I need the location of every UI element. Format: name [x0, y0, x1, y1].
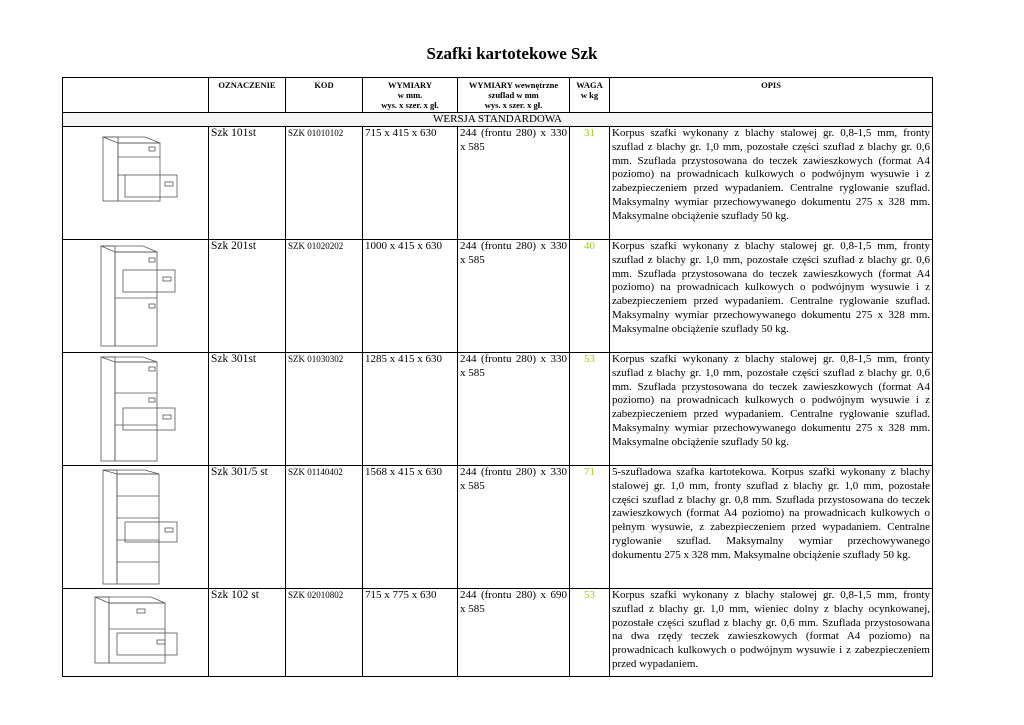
page-title: Szafki kartotekowe Szk — [426, 44, 598, 63]
row-weight: 53 — [570, 353, 610, 466]
cabinet-2-drawer-image — [65, 240, 211, 352]
row-name: Szk 102 st — [209, 589, 286, 677]
header-opis: OPIS — [610, 78, 933, 113]
row-name: Szk 301st — [209, 353, 286, 466]
header-oznaczenie: OZNACZENIE — [209, 78, 286, 113]
table-row — [63, 240, 933, 353]
row-desc: Korpus szafki wykonany z blachy stalowej gr. 0,8-1,5 mm, fronty szuflad z blachy gr. 1,0 mm, pozostałe części szuflad z blachy gr. 0,6 mm. Szuflada przystosowana do teczek zawieszkowych (format A4 poziomo) na prowadnicach kulkowych o podwójnym wysuwie i z zabezpieczeniem przed wypadaniem. Centralne ryglowanie szuflad. Maksymalny wymiar przechowywanego dokumentu 275 x 328 mm. Maksymalne obciążenie szuflady 50 kg. — [610, 240, 933, 353]
cabinet-image-cell — [63, 466, 209, 589]
header-wymiary-wewnetrzne: WYMIARY wewnętrzne szuflad w mm wys. x szer. x gł. — [458, 78, 570, 113]
row-code: SZK 01020202 — [286, 240, 363, 353]
row-code: SZK 02010802 — [286, 589, 363, 677]
header-wymiary: WYMIARY w mm. wys. x szer. x gł. — [363, 78, 458, 113]
row-name: Szk 301/5 st — [209, 466, 286, 589]
table-row — [63, 127, 933, 240]
row-dims: 1000 x 415 x 630 — [363, 240, 458, 353]
header-kod: KOD — [286, 78, 363, 113]
row-code: SZK 01010102 — [286, 127, 363, 240]
row-desc: Korpus szafki wykonany z blachy stalowej gr. 0,8-1,5 mm, fronty szuflad z blachy gr. 1,0 mm, wieniec dolny z blachy ocynkowanej, pozostałe części szuflad z blachy gr. 0,6 mm. Szuflada przystosowana na dwa rzędy teczek zawieszkowych (format A4 poziomo) na prowadnicach kulkowych o podwójnym wysuwie i z zabezpieczeniem przed wypadaniem. — [610, 589, 933, 677]
row-weight: 40 — [570, 240, 610, 353]
row-inner-dims: 244 (frontu 280) x 330 x 585 — [458, 127, 570, 240]
row-inner-dims: 244 (frontu 280) x 330 x 585 — [458, 240, 570, 353]
header-image-column — [63, 78, 209, 113]
row-dims: 715 x 775 x 630 — [363, 589, 458, 677]
row-inner-dims: 244 (frontu 280) x 330 x 585 — [458, 466, 570, 589]
cabinet-5-drawer-image — [65, 466, 211, 588]
row-desc: Korpus szafki wykonany z blachy stalowej gr. 0,8-1,5 mm, fronty szuflad z blachy gr. 1,0 mm, pozostałe części szuflad z blachy gr. 0,6 mm. Szuflada przystosowana do teczek zawieszkowych (format A4 poziomo) na prowadnicach kulkowych o podwójnym wysuwie i z zabezpieczeniem przed wypadaniem. Centralne ryglowanie szuflad. Maksymalny wymiar przechowywanego dokumentu 275 x 328 mm. Maksymalne obciążenie szuflady 50 kg. — [610, 353, 933, 466]
row-desc: 5-szufladowa szafka kartotekowa. Korpus szafki wykonany z blachy stalowej gr. 1,0 mm, fronty szuflad z blachy gr. 1,0 mm, pozostałe części szuflad z blachy gr. 0,8 mm. Szuflada przystosowana do teczek zawieszkowych (format A4 poziomo) na prowadnicach kulkowych o pełnym wysuwie, z zabezpieczeniem przed wypadaniem. Centralne ryglowanie szuflad. Maksymalny wymiar przechowywanego dokumentu 275 x 328 mm. Maksymalne obciążenie szuflady 50 kg. — [610, 466, 933, 589]
row-inner-dims: 244 (frontu 280) x 690 x 585 — [458, 589, 570, 677]
section-title: WERSJA STANDARDOWA — [63, 113, 933, 127]
row-dims: 715 x 415 x 630 — [363, 127, 458, 240]
row-weight: 71 — [570, 466, 610, 589]
table-row — [63, 466, 933, 589]
row-name: Szk 201st — [209, 240, 286, 353]
header-waga: WAGA w kg — [570, 78, 610, 113]
row-weight: 53 — [570, 589, 610, 677]
row-dims: 1568 x 415 x 630 — [363, 466, 458, 589]
cabinet-image-cell — [63, 240, 209, 353]
row-inner-dims: 244 (frontu 280) x 330 x 585 — [458, 353, 570, 466]
row-desc: Korpus szafki wykonany z blachy stalowej gr. 0,8-1,5 mm, fronty szuflad z blachy gr. 1,0 mm, pozostałe części szuflad z blachy gr. 0,6 mm. Szuflada przystosowana do teczek zawieszkowych (format A4 poziomo) na prowadnicach kulkowych o podwójnym wysuwie i z zabezpieczeniem przed wypadaniem. Centralne ryglowanie szuflad. Maksymalny wymiar przechowywanego dokumentu 275 x 328 mm. Maksymalne obciążenie szuflady 50 kg. — [610, 127, 933, 240]
table-row — [63, 589, 933, 677]
cabinet-3-drawer-image — [65, 353, 211, 465]
cabinet-image-cell — [63, 127, 209, 240]
row-name: Szk 101st — [209, 127, 286, 240]
cabinet-wide-2-drawer-image — [65, 589, 211, 675]
row-code: SZK 01030302 — [286, 353, 363, 466]
section-row — [63, 113, 933, 127]
cabinet-1-drawer-image — [65, 127, 211, 239]
table-row — [63, 353, 933, 466]
row-code: SZK 01140402 — [286, 466, 363, 589]
row-dims: 1285 x 415 x 630 — [363, 353, 458, 466]
row-weight: 31 — [570, 127, 610, 240]
cabinet-image-cell — [63, 589, 209, 677]
cabinet-image-cell — [63, 353, 209, 466]
table-header-row — [63, 78, 933, 113]
product-table — [62, 77, 933, 677]
